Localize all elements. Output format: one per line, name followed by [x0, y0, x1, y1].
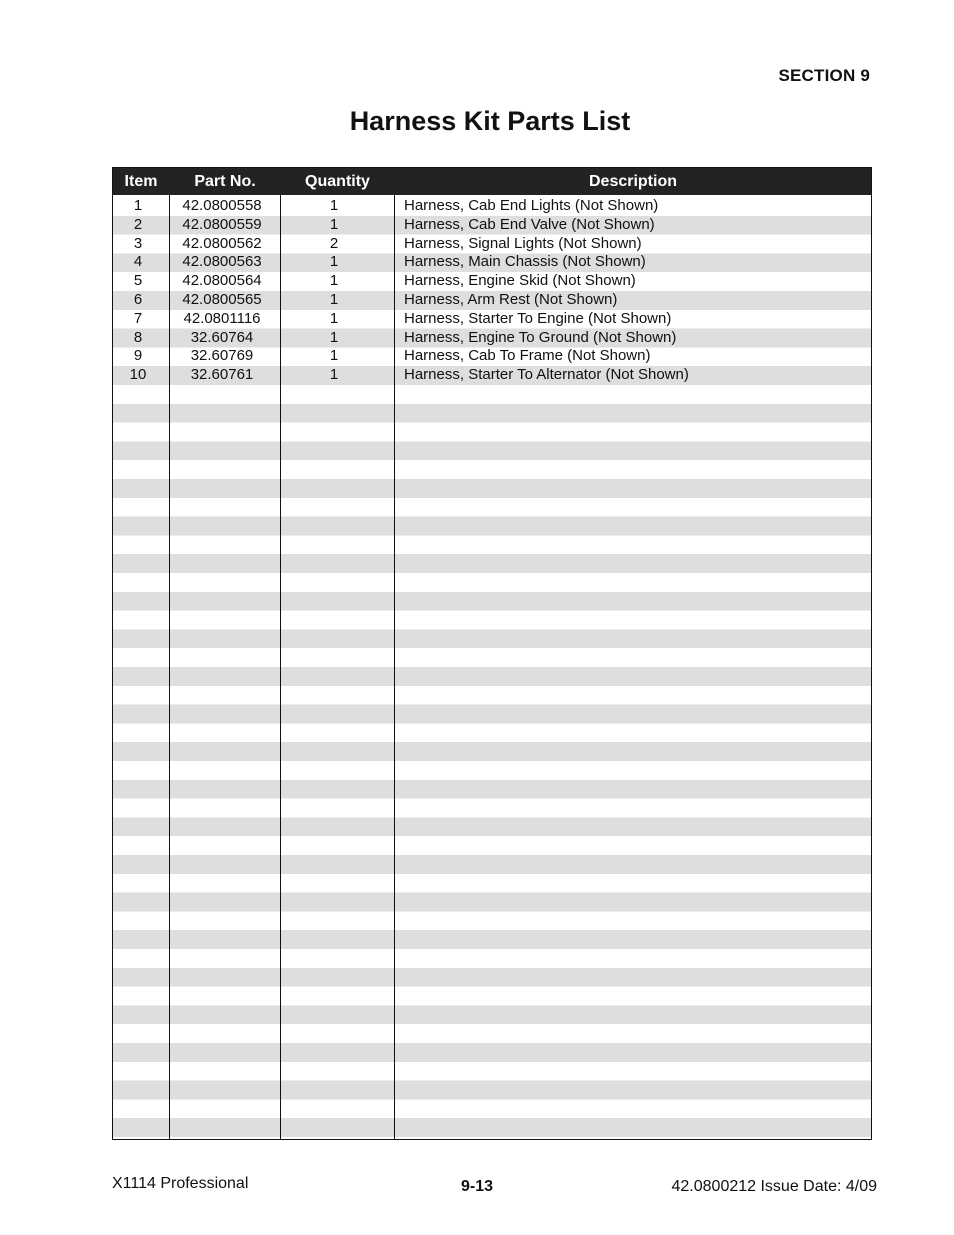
cell-part-no: 42.0800565: [182, 290, 262, 308]
cell-part-no: 42.0800559: [182, 215, 262, 233]
cell-part-no: 42.0800562: [182, 234, 262, 252]
cell-part-no: 42.0800558: [182, 197, 262, 214]
cell-description: Harness, Starter To Alternator (Not Shown): [404, 366, 689, 384]
footer-page-number: 9-13: [460, 1178, 494, 1195]
cell-quantity: 2: [329, 234, 339, 252]
cell-description: Harness, Engine To Ground (Not Shown): [404, 328, 677, 346]
parts-table: [112, 167, 872, 1140]
cell-quantity: 1: [329, 290, 339, 308]
table-row: [113, 197, 871, 216]
cell-part-no: 32.60761: [190, 366, 254, 384]
cell-quantity: 1: [329, 309, 339, 327]
cell-item: 2: [133, 215, 143, 233]
cell-quantity: 1: [329, 272, 339, 290]
cell-item: 9: [133, 347, 143, 365]
cell-description: Harness, Main Chassis (Not Shown): [404, 253, 646, 271]
footer-model: X1114 Professional: [112, 1175, 249, 1192]
section-label: SECTION 9: [778, 66, 870, 85]
table-header: [113, 168, 871, 195]
table-body: [113, 197, 871, 385]
cell-description: Harness, Cab End Valve (Not Shown): [404, 215, 655, 233]
cell-item: 1: [133, 197, 143, 214]
cell-description: Harness, Engine Skid (Not Shown): [404, 272, 636, 290]
table-row: [113, 216, 871, 235]
cell-quantity: 1: [329, 215, 339, 233]
cell-part-no: 42.0800563: [182, 253, 262, 271]
table-row: [113, 329, 871, 348]
cell-description: Harness, Cab End Lights (Not Shown): [404, 197, 659, 214]
column-header-description: Description: [588, 173, 677, 190]
table-row: [113, 310, 871, 329]
cell-description: Harness, Cab To Frame (Not Shown): [404, 347, 651, 365]
cell-item: 10: [129, 366, 147, 384]
cell-part-no: 42.0801116: [183, 309, 261, 327]
cell-quantity: 1: [329, 347, 339, 365]
cell-quantity: 1: [329, 366, 339, 384]
cell-item: 4: [133, 253, 143, 271]
page-title: Harness Kit Parts List: [349, 106, 631, 136]
cell-description: Harness, Signal Lights (Not Shown): [404, 234, 642, 252]
cell-item: 6: [133, 290, 143, 308]
table-row: [113, 272, 871, 291]
table-row: [113, 235, 871, 254]
cell-quantity: 1: [329, 197, 339, 214]
cell-description: Harness, Starter To Engine (Not Shown): [404, 309, 672, 327]
table-row: [113, 366, 871, 385]
table-row: [113, 291, 871, 310]
column-header-part-no: Part No.: [194, 173, 256, 190]
column-header-quantity: Quantity: [305, 173, 370, 190]
table-row: [113, 253, 871, 272]
cell-part-no: 32.60769: [190, 347, 254, 365]
cell-part-no: 32.60764: [190, 328, 254, 346]
cell-item: 3: [133, 234, 143, 252]
cell-quantity: 1: [329, 253, 339, 271]
footer-doc-info: 42.0800212 Issue Date: 4/09: [671, 1178, 877, 1195]
cell-part-no: 42.0800564: [182, 272, 262, 290]
cell-item: 8: [133, 328, 143, 346]
cell-item: 7: [133, 309, 143, 327]
cell-item: 5: [133, 272, 143, 290]
table-row: [113, 347, 871, 366]
cell-quantity: 1: [329, 328, 339, 346]
column-header-item: Item: [124, 173, 158, 190]
cell-description: Harness, Arm Rest (Not Shown): [404, 290, 618, 308]
